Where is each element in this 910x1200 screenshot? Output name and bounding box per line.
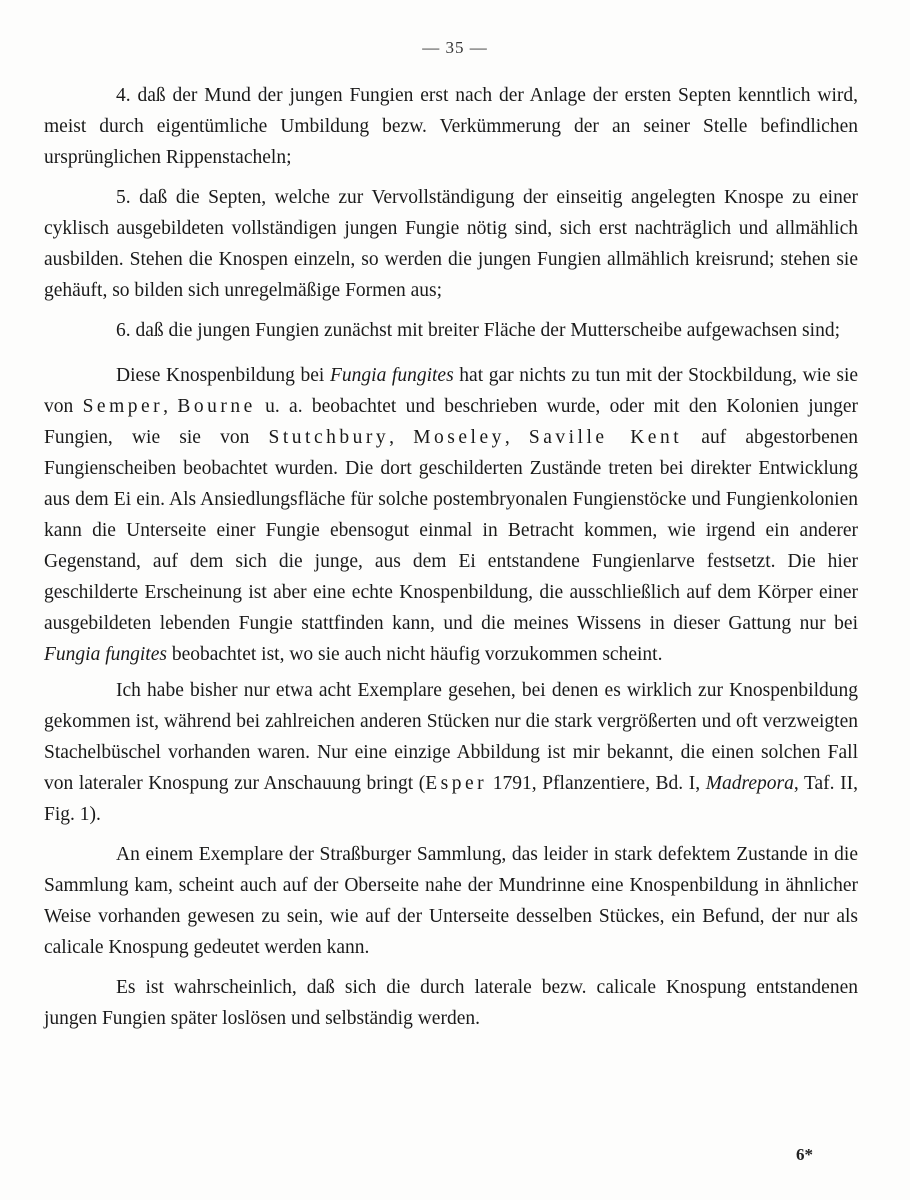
text-run: ,	[163, 396, 169, 417]
species-name: Fungia fungites	[44, 644, 167, 665]
text-run: ,	[389, 427, 395, 448]
text-run: hat gar nichts zu tun mit der Stockbildung, wie sie von	[44, 365, 859, 417]
text-run: auf abgestorbenen Fungienscheiben beobachtet wurden. Die dort geschilderten Zustände treten bei direkter Entwicklung aus dem Ei ein. Als Ansiedlungsfläche für solche postembryonalen Fungienstöcke und Fungienkolonien kann die Unterseite einer Fungie ebensogut einmal in Betracht kommen, wie irgend ein anderer Gegenstand, auf dem sich die junge, aus dem Ei entstandene Fungienlarve festsetzt. Die hier geschilderte Erscheinung ist aber eine echte Knospenbildung, die ausschließlich auf dem Körper einer ausgebildeten lebenden Fungie stattfinden kann, und die meines Wissens in dieser Gattung nur bei	[44, 427, 858, 634]
paragraph-exemplare	[44, 675, 858, 830]
text-run: beobachtet ist, wo sie auch nicht häufig vorzukommen scheint.	[171, 644, 663, 665]
paragraph-strassburg: An einem Exemplare der Straßburger Sammlung, das leider in stark defektem Zustande in die Sammlung kam, scheint auch auf der Oberseite nahe der Mundrinne eine Knospenbildung in ähnlicher Weise vorhanden gewesen zu sein, wie auf der Unterseite desselben Stückes, ein Befund, der nur als calicale Knospung gedeutet werden kann.	[44, 844, 858, 958]
paragraph-point-4: 4. daß der Mund der jungen Fungien erst nach der Anlage der ersten Septen kenntlich wird, meist durch eigentümliche Umbildung bezw. Verkümmerung der an seiner Stelle befindlichen ursprünglichen Rippenstacheln;	[44, 85, 858, 168]
author-name: Stutchbury	[268, 427, 390, 448]
paragraph-conclusion: Es ist wahrscheinlich, daß sich die durch laterale bezw. calicale Knospung entstandenen jungen Fungien später loslösen und selbständig werden.	[44, 977, 858, 1029]
signature-mark: 6*	[796, 1145, 813, 1164]
author-name: Semper	[82, 396, 164, 417]
paragraph-point-5: 5. daß die Septen, welche zur Vervollständigung der einseitig angelegten Knospe zu einer cyklisch ausgebildeten vollständigen jungen Fungie nötig sind, sich erst nachträglich und allmählich ausbilden. Stehen die Knospen einzeln, so werden die jungen Fungien allmählich kreisrund; stehen sie gehäuft, so bilden sich unregelmäßige Formen aus;	[44, 187, 858, 301]
author-name: Saville Kent	[528, 427, 683, 448]
text-run: 1791, Pflanzentiere, Bd. I,	[492, 773, 701, 794]
text-run: , Taf. II, Fig. 1).	[44, 773, 858, 825]
text-run: u. a. beobachtet und beschrieben wurde, oder mit den Kolonien junger Fungien, wie sie von	[44, 396, 859, 448]
paragraph-knospenbildung	[44, 360, 858, 670]
page-number: — 35 —	[422, 38, 488, 57]
text-run: ,	[504, 427, 510, 448]
text-run: Ich habe bisher nur etwa acht Exemplare gesehen, bei denen es wirklich zur Knospenbildung gekommen ist, während bei zahlreichen anderen Stücken nur die stark vergrößerten und oft verzweigten Stachelbüschel vorhanden waren. Nur eine einzige Abbildung ist mir bekannt, die einen solchen Fall von lateraler Knospung zur Anschauung bringt (	[44, 680, 858, 794]
genus-name: Madrepora	[705, 773, 794, 794]
species-name: Fungia fungites	[329, 365, 454, 386]
author-name: Bourne	[177, 396, 256, 417]
author-name: Moseley	[413, 427, 505, 448]
body-text	[44, 80, 858, 1034]
paragraph-point-6: 6. daß die jungen Fungien zunächst mit breiter Fläche der Mutterscheibe aufgewachsen sind;	[116, 320, 840, 341]
text-run: Diese Knospenbildung bei	[116, 365, 325, 386]
author-name: Esper	[425, 773, 488, 794]
